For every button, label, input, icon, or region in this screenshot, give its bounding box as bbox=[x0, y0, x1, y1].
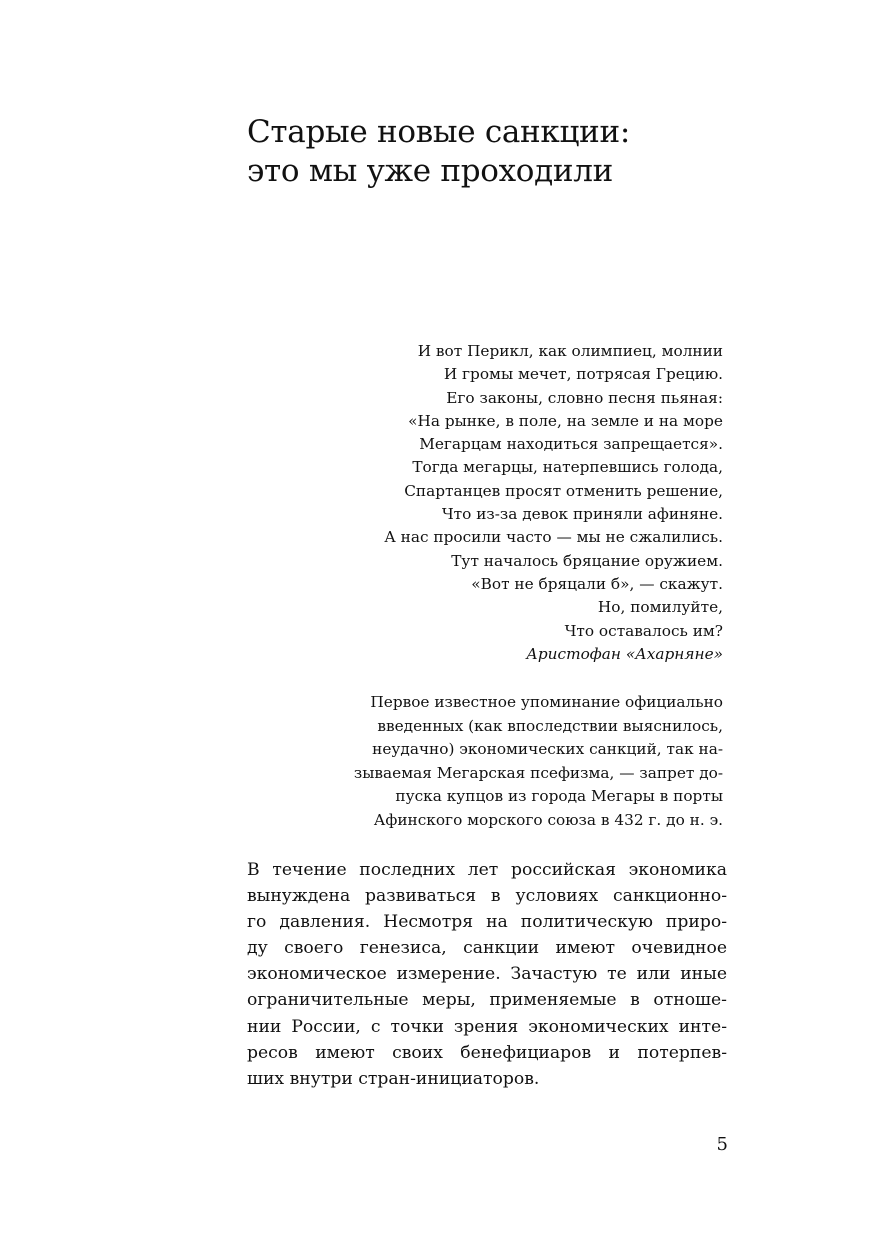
epigraph-line: Тут началось бряцание оружием. bbox=[451, 551, 723, 570]
body-line: В течение последних лет российская экономика bbox=[247, 860, 727, 880]
body-line: вынуждена развиваться в условиях санкционно- bbox=[247, 886, 727, 907]
page-number: 5 bbox=[716, 1134, 728, 1155]
epigraph-line: Мегарцам находиться запрещается». bbox=[419, 435, 723, 454]
note-line: неудачно) экономических санкций, так на- bbox=[372, 740, 723, 758]
note-line: пуска купцов из города Мегары в порты bbox=[395, 787, 723, 805]
body-line: ограничительные меры, применяемые в отноше- bbox=[247, 990, 727, 1011]
note-line: зываемая Мегарская псефизма, — запрет до- bbox=[353, 763, 723, 782]
note-line: Первое известное упоминание официально bbox=[370, 693, 723, 711]
epigraph-line: И громы мечет, потрясая Грецию. bbox=[443, 365, 723, 384]
chapter-title bbox=[247, 113, 727, 191]
epigraph-line: Его законы, словно песня пьяная: bbox=[446, 388, 723, 407]
note-line: введенных (как впоследствии выяснилось, bbox=[377, 716, 723, 735]
body-line: го давления. Несмотря на политическую приро- bbox=[247, 912, 727, 933]
epigraph-line: А нас просили часто — мы не сжалились. bbox=[384, 528, 723, 547]
epigraph-line: Спартанцев просят отменить решение, bbox=[404, 481, 723, 500]
body-paragraph bbox=[247, 857, 727, 1092]
historical-note bbox=[303, 691, 723, 832]
body-line: ресов имеют своих бенефициаров и потерпев- bbox=[247, 1042, 727, 1063]
chapter-title-line-1: Старые новые санкции: bbox=[247, 114, 631, 150]
epigraph bbox=[384, 340, 723, 666]
epigraph-line: «Вот не бряцали б», — скажут. bbox=[471, 574, 723, 593]
note-line: Афинского морского союза в 432 г. до н. э. bbox=[373, 810, 723, 829]
epigraph-line: Что оставалось им? bbox=[564, 621, 723, 640]
body-line: экономическое измерение. Зачастую те или иные bbox=[247, 964, 727, 985]
epigraph-line: Тогда мегарцы, натерпевшись голода, bbox=[412, 458, 723, 477]
body-line: ду своего генезиса, санкции имеют очевидное bbox=[247, 938, 727, 959]
epigraph-attribution: Аристофан «Ахарняне» bbox=[526, 644, 723, 663]
epigraph-line: Но, помилуйте, bbox=[597, 598, 723, 617]
epigraph-line: Что из-за девок приняли афиняне. bbox=[441, 505, 723, 524]
body-line: нии России, с точки зрения экономических инте- bbox=[247, 1016, 727, 1037]
epigraph-line: «На рынке, в поле, на земле и на море bbox=[408, 411, 723, 430]
chapter-title-line-2: это мы уже проходили bbox=[247, 153, 614, 189]
epigraph-line: И вот Перикл, как олимпиец, молнии bbox=[417, 342, 723, 360]
body-line: ших внутри стран-инициаторов. bbox=[247, 1068, 540, 1089]
